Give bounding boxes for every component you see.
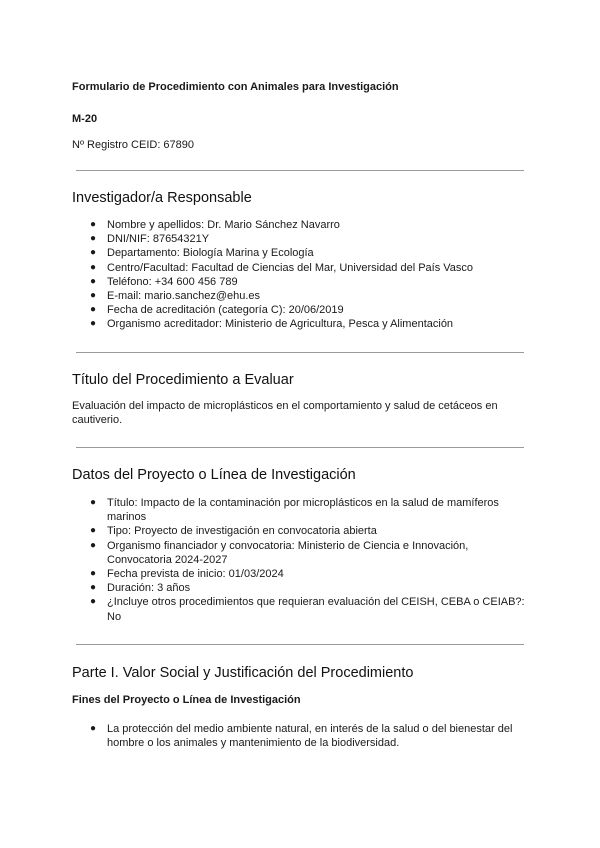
project-list	[72, 496, 526, 624]
bullet-icon: ●	[90, 318, 97, 330]
list-item: ● Título: Impacto de la contaminación por microplásticos en la salud de mamíferos marinos	[90, 497, 499, 524]
document-title: Formulario de Procedimiento con Animales para Investigación	[72, 81, 399, 93]
section-divider	[76, 352, 524, 353]
project-heading: Datos del Proyecto o Línea de Investigación	[72, 467, 356, 484]
list-item: ● E-mail: mario.sanchez@ehu.es	[90, 290, 261, 303]
registry-number: Nº Registro CEID: 67890	[72, 139, 195, 151]
bullet-icon: ●	[90, 275, 97, 287]
bullet-icon: ●	[90, 219, 97, 230]
procedure-title-text: Evaluación del impacto de microplásticos en el comportamiento y salud de cetáceos en cautiverio.	[72, 399, 498, 426]
bullet-icon: ●	[90, 233, 97, 245]
section-divider	[76, 644, 524, 645]
section-divider	[76, 447, 524, 448]
bullet-icon: ●	[90, 290, 97, 302]
bullet-icon: ●	[90, 722, 97, 734]
list-item: ● Nombre y apellidos: Dr. Mario Sánchez Navarro	[90, 219, 340, 231]
list-item: ● Tipo: Proyecto de investigación en convocatoria abierta	[90, 525, 377, 538]
list-item: ● Fecha prevista de inicio: 01/03/2024	[90, 568, 284, 581]
section-divider	[76, 170, 524, 171]
list-item: ● Centro/Facultad: Facultad de Ciencias del Mar, Universidad del País Vasco	[90, 261, 474, 274]
bullet-icon: ●	[90, 582, 97, 594]
list-item: ● Departamento: Biología Marina y Ecología	[90, 247, 314, 260]
part1-list	[72, 722, 526, 750]
investigator-heading: Investigador/a Responsable	[72, 190, 252, 206]
list-item: ● Organismo financiador y convocatoria: Ministerio de Ciencia e Innovación, Convocatoria 2024-2027	[90, 539, 469, 566]
bullet-icon: ●	[90, 596, 97, 608]
list-item: ● Organismo acreditador: Ministerio de Agricultura, Pesca y Alimentación	[90, 318, 454, 331]
bullet-icon: ●	[90, 525, 97, 537]
list-item: ● Teléfono: +34 600 456 789	[90, 275, 238, 288]
part1-heading: Parte I. Valor Social y Justificación del Procedimiento	[72, 664, 414, 681]
bullet-icon: ●	[90, 247, 97, 259]
list-item: ● La protección del medio ambiente natural, en interés de la salud o del bienestar del hombre o los animales y mantenimiento de la biodiversidad.	[90, 722, 513, 750]
bullet-icon: ●	[90, 539, 97, 551]
document-content	[72, 80, 526, 750]
form-code: M-20	[72, 113, 98, 125]
procedure-heading: Título del Procedimiento a Evaluar	[72, 371, 294, 388]
bullet-icon: ●	[90, 261, 97, 273]
bullet-icon: ●	[90, 497, 97, 509]
bullet-icon: ●	[90, 568, 97, 580]
list-item: ● ¿Incluye otros procedimientos que requieran evaluación del CEISH, CEBA o CEIAB?: No	[90, 596, 525, 623]
list-item: ● DNI/NIF: 87654321Y	[90, 233, 210, 246]
list-item: ● Fecha de acreditación (categoría C): 20/06/2019	[90, 304, 344, 317]
investigator-list	[72, 218, 526, 332]
list-item: ● Duración: 3 años	[90, 582, 191, 595]
part1-subheading: Fines del Proyecto o Línea de Investigación	[72, 693, 301, 706]
bullet-icon: ●	[90, 304, 97, 316]
